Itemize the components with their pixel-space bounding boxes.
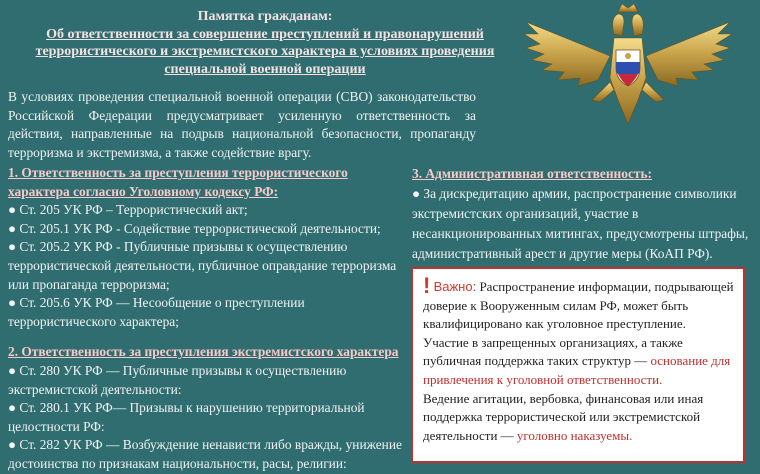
title-line-1: Памятка гражданам: <box>197 9 333 24</box>
section-2-title: 2. Ответственность за преступления экстремистского характера <box>8 344 399 360</box>
important-notice-box <box>411 267 745 463</box>
notice-paragraph-3-highlight: уголовно наказуемы. <box>516 427 633 443</box>
page-title <box>30 8 500 78</box>
notice-paragraph-2: Участие в запрещенных организациях, а также публичная поддержка таких структур — <box>423 334 683 369</box>
intro-paragraph: В условиях проведения специальной военной операции (СВО) законодательство Российской Федерации предусматривает усиленную ответственность за действия, направленные на подрыв национальной безопасности, пропаганду терроризма и экстремизма, а также содействие врагу. <box>8 89 476 160</box>
left-column <box>8 164 403 474</box>
right-column <box>412 164 752 264</box>
list-item: ● Ст. 282 УК РФ — Возбуждение ненависти либо вражды, унижение достоинства по признакам национальности, расы, религии: <box>8 437 402 471</box>
list-item: ● Ст. 205 УК РФ – Террористический акт; <box>8 202 248 218</box>
notice-paragraph-1: Распространение информации, подрывающей доверие к Вооруженным силам РФ, может быть квалифицировано как уголовное преступление. <box>423 279 734 332</box>
list-item: ● Ст. 280.1 УК РФ— Призывы к нарушению территориальной целостности РФ: <box>8 400 365 434</box>
title-line-2: Об ответственности за совершение преступлений и правонарушений террористического и экстремистского характера в условиях проведения специальной военной операции <box>35 26 495 77</box>
list-item: ● Ст. 205.6 УК РФ — Несообщение о преступлении террористического характера; <box>8 295 305 329</box>
section-1-title: 1. Ответственность за преступления террористического характера согласно Уголовному кодексу РФ: <box>8 165 348 199</box>
list-item: ● Ст. 205.1 УК РФ - Содействие террористической деятельности; <box>8 220 381 236</box>
notice-paragraph-2-highlight: основание для привлечения к уголовной ответственности. <box>423 353 731 387</box>
double-headed-eagle-emblem-icon <box>518 4 738 129</box>
notice-paragraph-3: Ведение агитации, вербовка, финансовая или иная поддержка террористической или экстремистской деятельности — <box>423 390 704 443</box>
section-3-text: ● За дискредитацию армии, распространение символики экстремистских организаций, участие в несанкционированных митингах, предусмотрены штрафы, административный арест и другие меры (КоАП РФ). <box>412 186 749 261</box>
section-3-title: 3. Административная ответственность: <box>412 166 653 181</box>
important-label: Важно: <box>433 279 477 294</box>
exclamation-icon: ! <box>423 273 431 298</box>
list-item: ● Ст. 280 УК РФ — Публичные призывы к осуществлению экстремистской деятельности: <box>8 362 347 397</box>
list-item: ● Ст. 205.2 УК РФ - Публичные призывы к осуществлению террористической деятельности, публичное оправдание терроризма или пропаганда терроризма; <box>8 239 397 292</box>
